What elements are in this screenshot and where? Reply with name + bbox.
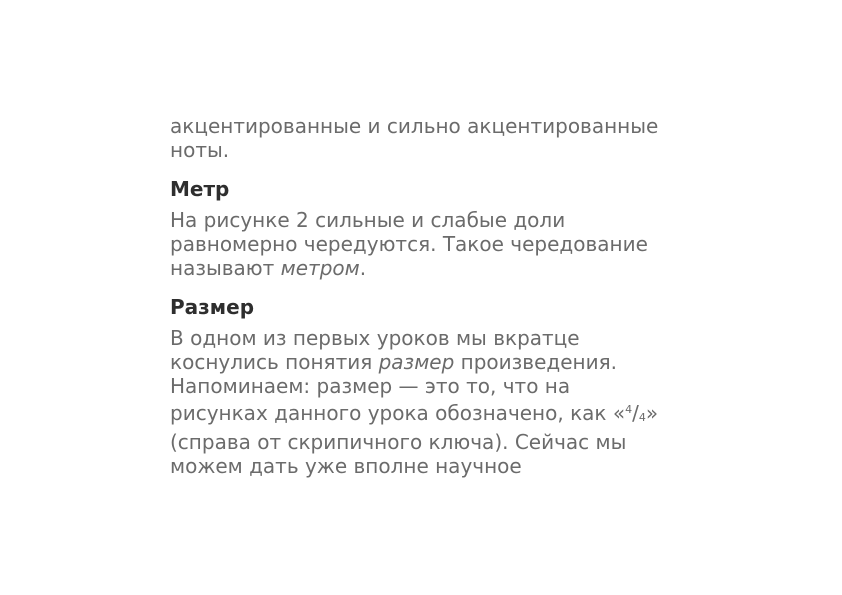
meter-paragraph xyxy=(170,208,730,280)
size-heading: Размер xyxy=(170,295,255,319)
size-text-after: » (справа от скрипичного ключа). Сейчас мы можем дать уже вполне научное xyxy=(170,401,659,478)
meter-text-after: . xyxy=(359,256,367,280)
fraction-slash: / xyxy=(632,401,639,425)
meter-term: метром xyxy=(280,256,360,280)
meter-text-before: На рисунке 2 сильные и слабые доли равномерно чередуются. Такое чередование называют xyxy=(170,208,648,280)
size-text-middle: произведения. Напоминаем: размер — это то, что на рисунках данного урока обозначено, как « xyxy=(170,350,626,425)
intro-paragraph: акцентированные и сильно акцентированные ноты. xyxy=(170,114,659,162)
meter-heading: Метр xyxy=(170,177,230,201)
size-paragraph xyxy=(170,326,730,478)
document-body xyxy=(170,114,730,478)
size-text-before: В одном из первых уроков мы вкратце коснулись понятия xyxy=(170,326,580,374)
fraction-numerator: 4 xyxy=(625,403,633,416)
size-term: размер xyxy=(378,350,455,374)
fraction-denominator: 4 xyxy=(638,411,646,424)
